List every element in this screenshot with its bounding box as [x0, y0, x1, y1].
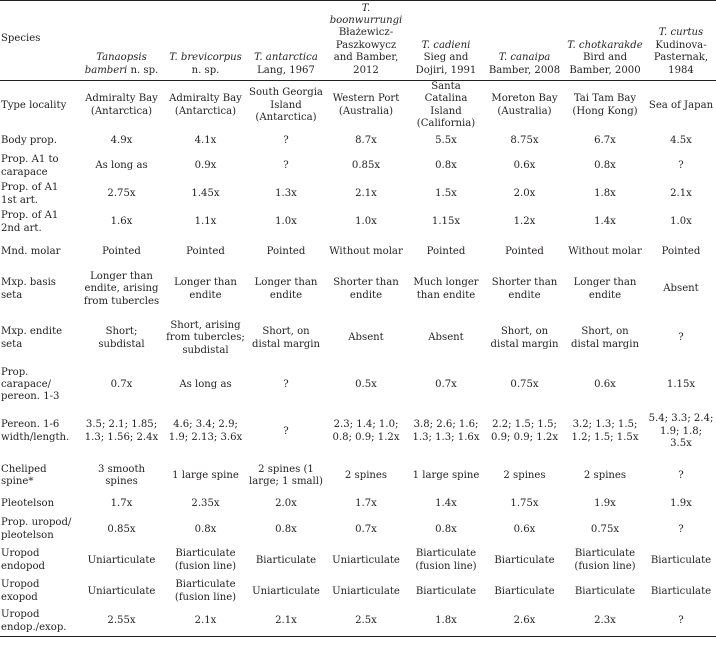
table-row — [0, 237, 716, 269]
table-cell: 4.6; 3.4; 2.9; 1.9; 2.13; 3.6x — [168, 419, 243, 443]
table-cell: Uniarticulate — [87, 554, 156, 566]
table-cell: 0.6x — [594, 379, 616, 391]
species-name: T. cadieni — [421, 39, 471, 51]
table-cell: Short, on distal margin — [490, 326, 559, 350]
table-cell: 2.55x — [107, 615, 136, 627]
table-cell: Biarticulate (fusion line) — [415, 548, 477, 572]
column-header-t-curtus — [646, 1, 716, 81]
species-authority: Błażewicz-Paszkowycz and Bamber, 2012 — [333, 27, 399, 76]
table-cell: Pointed — [505, 246, 544, 258]
table-cell: 0.5x — [355, 379, 377, 391]
table-cell: Biarticulate — [574, 585, 636, 597]
table-cell: Biarticulate — [494, 554, 555, 566]
table-cell: Short, on distal margin — [571, 326, 639, 350]
species-name: T. canaipa — [498, 52, 551, 64]
table-cell: 1.4x — [435, 497, 457, 509]
table-cell: Biarticulate (fusion line) — [174, 548, 237, 572]
table-row — [0, 545, 716, 577]
table-cell: Sea of Japan — [648, 99, 714, 111]
table-cell: 2.2; 1.5; 1.5; 0.9; 0.9; 1.2x — [490, 419, 559, 443]
table-cell: Without molar — [329, 246, 403, 258]
table-cell: 4.5x — [670, 135, 692, 147]
table-row — [0, 311, 716, 367]
table-cell: 1 large spine — [172, 470, 239, 482]
table-row — [0, 269, 716, 311]
table-cell: 2 spines — [583, 470, 627, 482]
table-cell: 2.35x — [191, 497, 220, 509]
table-cell: Biarticulate — [255, 554, 317, 566]
table-cell: 5.4; 3.3; 2.4; 1.9; 1.8; 3.5x — [648, 413, 714, 450]
column-header-t-brevicorpus — [164, 1, 247, 81]
table-cell: 3.5; 2.1; 1.85; 1.3; 1.56; 2.4x — [84, 419, 159, 443]
table-cell: 0.8x — [275, 523, 297, 535]
table-cell: Western Port (Australia) — [332, 93, 400, 117]
table-cell: 1.8x — [435, 615, 457, 627]
table-cell: Short, on distal margin — [252, 326, 320, 350]
table-cell: 1.9x — [594, 497, 616, 509]
table-cell: 0.7x — [355, 523, 377, 535]
table-cell: 8.75x — [510, 135, 539, 147]
species-name: T. boonwurrungi — [329, 2, 403, 26]
table-cell: Uniarticulate — [87, 585, 156, 597]
table-cell: 0.8x — [435, 523, 457, 535]
table-cell: Uniarticulate — [332, 554, 400, 566]
table-cell: Absent — [348, 332, 384, 344]
table-cell: Shorter than endite — [333, 277, 399, 301]
column-header-t-cadieni — [407, 1, 485, 81]
table-cell: 0.8x — [194, 523, 217, 535]
table-cell: 1.5x — [435, 188, 457, 200]
table-cell: 1.1x — [194, 216, 217, 228]
table-cell: 1.0x — [670, 216, 692, 228]
row-label: Uropod endop./exop. — [1, 609, 67, 633]
table-cell: 1.2x — [513, 216, 536, 228]
table-cell: As long as — [179, 379, 232, 391]
column-header-tanaopsis-bamberi — [79, 1, 164, 81]
row-label: Prop. of A1 2nd art. — [1, 210, 59, 234]
table-cell: Pointed — [661, 246, 701, 258]
species-authority: Kudinova-Pasternak, 1984 — [653, 39, 709, 76]
table-row — [0, 131, 716, 153]
table-cell: 0.8x — [435, 160, 457, 172]
species-header-label: Species — [1, 32, 41, 44]
table-cell: 2.3; 1.4; 1.0; 0.8; 0.9; 1.2x — [332, 419, 400, 443]
table-cell: Short, arising from tubercles; subdistal — [166, 320, 245, 356]
table-cell: Pointed — [426, 246, 466, 258]
row-label: Prop. A1 to carapace — [1, 154, 59, 178]
row-label: Mnd. molar — [1, 246, 61, 258]
row-label: Mxp. basis seta — [1, 277, 56, 301]
table-cell: 0.7x — [435, 379, 457, 391]
species-name: T. antarctica — [254, 52, 318, 64]
row-label: Cheliped spine* — [1, 463, 47, 488]
column-header-t-chotkarakde — [564, 1, 646, 81]
table-cell: As long as — [95, 160, 148, 172]
table-cell: 5.5x — [435, 135, 457, 147]
table-cell: Moreton Bay (Australia) — [491, 93, 558, 117]
table-cell: ? — [283, 379, 289, 391]
row-label: Prop. of A1 1st art. — [1, 182, 59, 206]
table-cell: 0.75x — [510, 379, 539, 391]
table-cell: 6.7x — [594, 135, 616, 147]
row-label: Prop. carapace/ pereon. 1-3 — [1, 366, 60, 403]
table-row — [0, 181, 716, 209]
table-cell: ? — [678, 615, 684, 627]
table-cell: 1.0x — [275, 216, 297, 228]
table-cell: 0.75x — [590, 523, 620, 535]
row-label: Pleotelson — [1, 497, 55, 509]
table-cell: 1 large spine — [412, 470, 480, 482]
table-cell: 1.75x — [510, 497, 539, 509]
table-cell: Admiralty Bay (Antarctica) — [169, 93, 242, 117]
table-cell: 0.7x — [110, 379, 133, 391]
table-cell: Longer than endite — [254, 277, 318, 301]
table-cell: ? — [678, 160, 684, 172]
table-row — [0, 81, 716, 131]
table-cell: 3 smooth spines — [97, 463, 146, 488]
table-cell: 1.15x — [431, 216, 461, 228]
table-row — [0, 607, 716, 637]
table-row — [0, 404, 716, 460]
table-cell: 2.6x — [513, 615, 536, 627]
table-cell: ? — [283, 160, 289, 172]
table-cell: 3.2; 1.3; 1.5; 1.2; 1.5; 1.5x — [571, 419, 639, 443]
table-cell: 1.7x — [355, 497, 377, 509]
table-row — [0, 367, 716, 404]
species-name: T. chotkarakde — [567, 39, 643, 51]
table-cell: 1.3x — [275, 188, 297, 200]
table-cell: 8.7x — [355, 135, 377, 147]
table-cell: 1.9x — [670, 497, 692, 509]
table-row — [0, 515, 716, 545]
table-cell: 2.5x — [355, 615, 377, 627]
table-row — [0, 493, 716, 515]
table-cell: Shorter than endite — [491, 277, 558, 301]
table-cell: 3.8; 2.6; 1.6; 1.3; 1.3; 1.6x — [412, 419, 480, 443]
table-cell: 2.0x — [275, 497, 297, 509]
table-cell: ? — [678, 332, 684, 344]
row-label: Body prop. — [1, 135, 57, 147]
table-body — [0, 81, 716, 637]
table-cell: 2.3x — [594, 615, 616, 627]
table-row — [0, 153, 716, 181]
table-cell: 2 spines — [344, 470, 388, 482]
species-authority: Bamber, 2008 — [488, 64, 561, 76]
table-cell: Longer than endite — [174, 277, 237, 301]
table-cell: Biarticulate — [415, 585, 477, 597]
table-cell: Much longer than endite — [413, 277, 479, 301]
species-authority: Bird and Bamber, 2000 — [569, 52, 641, 76]
table-cell: 2.1x — [670, 188, 692, 200]
table-cell: 2.1x — [275, 615, 297, 627]
table-cell: Short; subdistal — [98, 326, 145, 350]
table-cell: Without molar — [568, 246, 642, 258]
table-cell: Pointed — [186, 246, 225, 258]
table-cell: 1.45x — [191, 188, 220, 200]
table-cell: ? — [678, 523, 684, 535]
table-cell: 1.7x — [110, 497, 133, 509]
species-authority: n. sp. — [127, 64, 159, 76]
row-label: Uropod exopod — [1, 579, 40, 603]
table-cell: 0.85x — [107, 523, 136, 535]
table-cell: Tai Tam Bay (Hong Kong) — [572, 93, 638, 117]
table-cell: Pointed — [102, 246, 141, 258]
column-header-t-boonwurrungi — [325, 1, 407, 81]
table-cell: 1.8x — [594, 188, 616, 200]
table-cell: Biarticulate — [650, 585, 712, 597]
table-cell: 0.8x — [594, 160, 616, 172]
table-cell: 2.75x — [107, 188, 136, 200]
row-label: Uropod endopod — [1, 548, 46, 572]
table-cell: 0.85x — [351, 160, 381, 172]
table-cell: 4.1x — [194, 135, 217, 147]
table-cell: 2.1x — [355, 188, 377, 200]
table-cell: Santa Catalina Island (California) — [416, 81, 476, 130]
table-cell: Longer than endite — [573, 277, 637, 301]
table-header — [0, 1, 716, 81]
species-authority: n. sp. — [191, 64, 220, 76]
table-cell: 2 spines — [503, 470, 546, 482]
table-cell: 1.0x — [355, 216, 377, 228]
table-cell: Absent — [663, 283, 699, 295]
table-cell: 2.1x — [194, 615, 217, 627]
table-cell: South Georgia Island (Antarctica) — [249, 87, 323, 124]
table-row — [0, 460, 716, 493]
table-cell: Uniarticulate — [332, 585, 400, 597]
table-cell: 1.6x — [110, 216, 133, 228]
table-cell: ? — [283, 425, 289, 437]
table-cell: ? — [678, 470, 684, 482]
column-header-t-canaipa — [485, 1, 564, 81]
table-cell: 0.6x — [513, 160, 536, 172]
table-cell: 2.0x — [513, 188, 536, 200]
table-cell: Absent — [428, 332, 464, 344]
species-name: T. curtus — [658, 27, 704, 39]
species-name: T. brevicorpus — [169, 52, 242, 64]
table-cell: Biarticulate — [494, 585, 555, 597]
species-authority: Sieg and Dojiri, 1991 — [415, 52, 477, 76]
table-cell: 1.15x — [666, 379, 696, 391]
table-cell: 2 spines (1 large; 1 small) — [249, 463, 323, 488]
table-cell: 0.6x — [513, 523, 536, 535]
table-cell: Biarticulate (fusion line) — [174, 579, 237, 603]
species-authority: Lang, 1967 — [257, 64, 315, 76]
table-row — [0, 577, 716, 607]
table-cell: Biarticulate (fusion line) — [574, 548, 636, 572]
table-cell: Uniarticulate — [252, 585, 320, 597]
table-cell: Longer than endite, arising from tubercles — [83, 271, 160, 307]
table-cell: 4.9x — [110, 135, 133, 147]
table-cell: ? — [283, 135, 289, 147]
table-cell: 1.4x — [594, 216, 616, 228]
table-cell: Admiralty Bay (Antarctica) — [85, 93, 158, 117]
table-cell: 0.9x — [194, 160, 217, 172]
row-label: Prop. uropod/ pleotelson — [1, 517, 72, 541]
table-row — [0, 209, 716, 237]
table-cell: Biarticulate — [650, 554, 712, 566]
row-label: Type locality — [1, 99, 67, 111]
table-cell: Pointed — [266, 246, 306, 258]
column-header-t-antarctica — [247, 1, 325, 81]
row-label: Pereon. 1-6 width/length. — [1, 419, 70, 443]
row-label: Mxp. endite seta — [1, 326, 63, 350]
species-name: Tanaopsis bamberi — [84, 52, 147, 76]
